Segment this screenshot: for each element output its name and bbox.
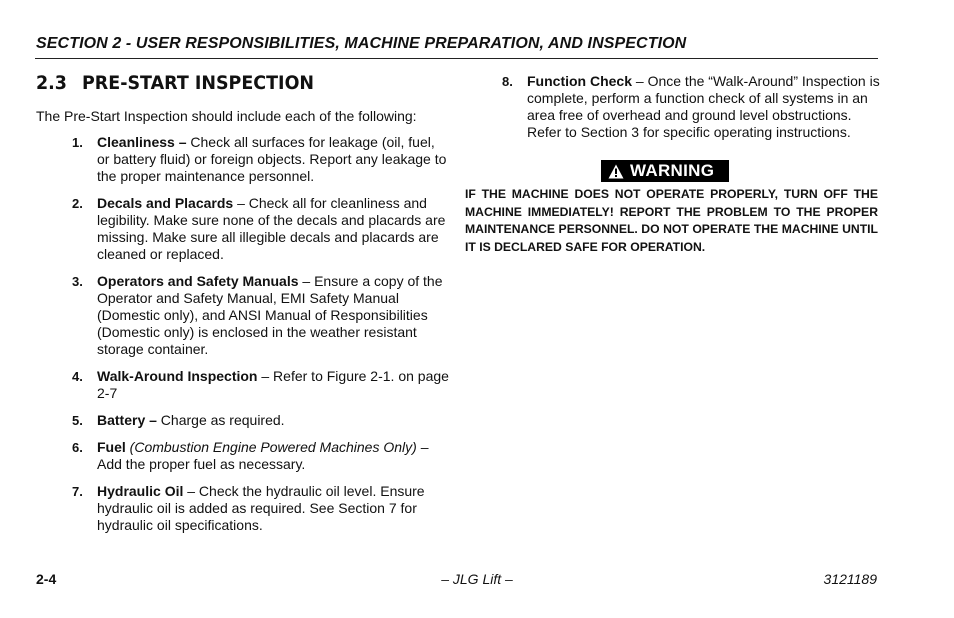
list-item bbox=[70, 368, 450, 402]
item-number: 1. bbox=[72, 135, 83, 150]
item-number: 2. bbox=[72, 196, 83, 211]
item-description: – Check the hydraulic oil level. Ensure hydraulic oil is added as required. See Section 7 for hydraulic oil specifications. bbox=[97, 483, 425, 533]
warning-label: WARNING bbox=[630, 161, 715, 180]
footer-title: – JLG Lift – bbox=[441, 571, 513, 587]
item-description: – Once the “Walk-Around” Inspection is complete, perform a function check of all systems in an area free of overhead and ground level obstructions. Refer to Section 3 for specific operating instructions. bbox=[527, 73, 880, 140]
warning-triangle-icon bbox=[608, 164, 624, 179]
item-description: Charge as required. bbox=[156, 412, 285, 428]
inspection-list bbox=[70, 134, 450, 544]
header-rule bbox=[35, 58, 878, 59]
list-item bbox=[70, 195, 450, 263]
page-number: 2-4 bbox=[36, 571, 57, 587]
item-title: Hydraulic Oil bbox=[97, 483, 184, 499]
item-title: Decals and Placards bbox=[97, 195, 234, 211]
warning-label-box bbox=[601, 160, 729, 182]
list-item bbox=[70, 134, 450, 185]
item-title: Walk-Around Inspection bbox=[97, 368, 258, 384]
item-number: 7. bbox=[72, 484, 83, 499]
item-number: 3. bbox=[72, 274, 83, 289]
document-number: 3121189 bbox=[823, 571, 877, 587]
warning-text: IF THE MACHINE DOES NOT OPERATE PROPERLY, TURN OFF THE MACHINE IMMEDIATELY! REPORT THE PROBLEM TO THE PROPER MAINTENANCE PERSONNEL. DO NOT OPERATE THE MACHINE UNTIL IT IS DECLARED SAFE FOR OPERATION. bbox=[465, 187, 878, 254]
list-item bbox=[500, 73, 880, 141]
intro-text: The Pre-Start Inspection should include each of the following: bbox=[36, 108, 417, 124]
item-description: – Ensure a copy of the Operator and Safety Manual, EMI Safety Manual (Domestic only), and ANSI Manual of Responsibilities (Domestic only) is enclosed in the weather resistant storage container. bbox=[97, 273, 443, 357]
right-column bbox=[500, 73, 880, 151]
item-title: Fuel bbox=[97, 439, 126, 455]
item-description: – Refer to Figure 2-1. on page 2-7 bbox=[97, 368, 449, 401]
item-title: Battery – bbox=[97, 412, 157, 428]
item-title: Function Check bbox=[527, 73, 633, 89]
heading-number: 2.3 bbox=[36, 72, 67, 94]
list-item bbox=[70, 273, 450, 358]
item-description: Check all surfaces for leakage (oil, fuel, or battery fluid) or foreign objects. Report any leakage to the proper maintenance personnel. bbox=[97, 134, 447, 184]
item-number: 8. bbox=[502, 74, 513, 89]
section-header: SECTION 2 - USER RESPONSIBILITIES, MACHINE PREPARATION, AND INSPECTION bbox=[36, 35, 687, 52]
item-description: – Add the proper fuel as necessary. bbox=[97, 439, 429, 472]
item-qualifier: (Combustion Engine Powered Machines Only) bbox=[125, 439, 417, 455]
item-title: Cleanliness – bbox=[97, 134, 187, 150]
item-number: 5. bbox=[72, 413, 83, 428]
item-number: 4. bbox=[72, 369, 83, 384]
list-item bbox=[70, 483, 450, 534]
list-item bbox=[70, 439, 450, 473]
item-title: Operators and Safety Manuals bbox=[97, 273, 299, 289]
list-item bbox=[70, 412, 450, 429]
item-description: – Check all for cleanliness and legibility. Make sure none of the decals and placards are missing. Make sure all illegible decals and placards are cleaned or replaced. bbox=[97, 195, 446, 262]
item-number: 6. bbox=[72, 440, 83, 455]
heading-title: PRE-START INSPECTION bbox=[82, 72, 315, 94]
section-heading bbox=[36, 72, 314, 94]
